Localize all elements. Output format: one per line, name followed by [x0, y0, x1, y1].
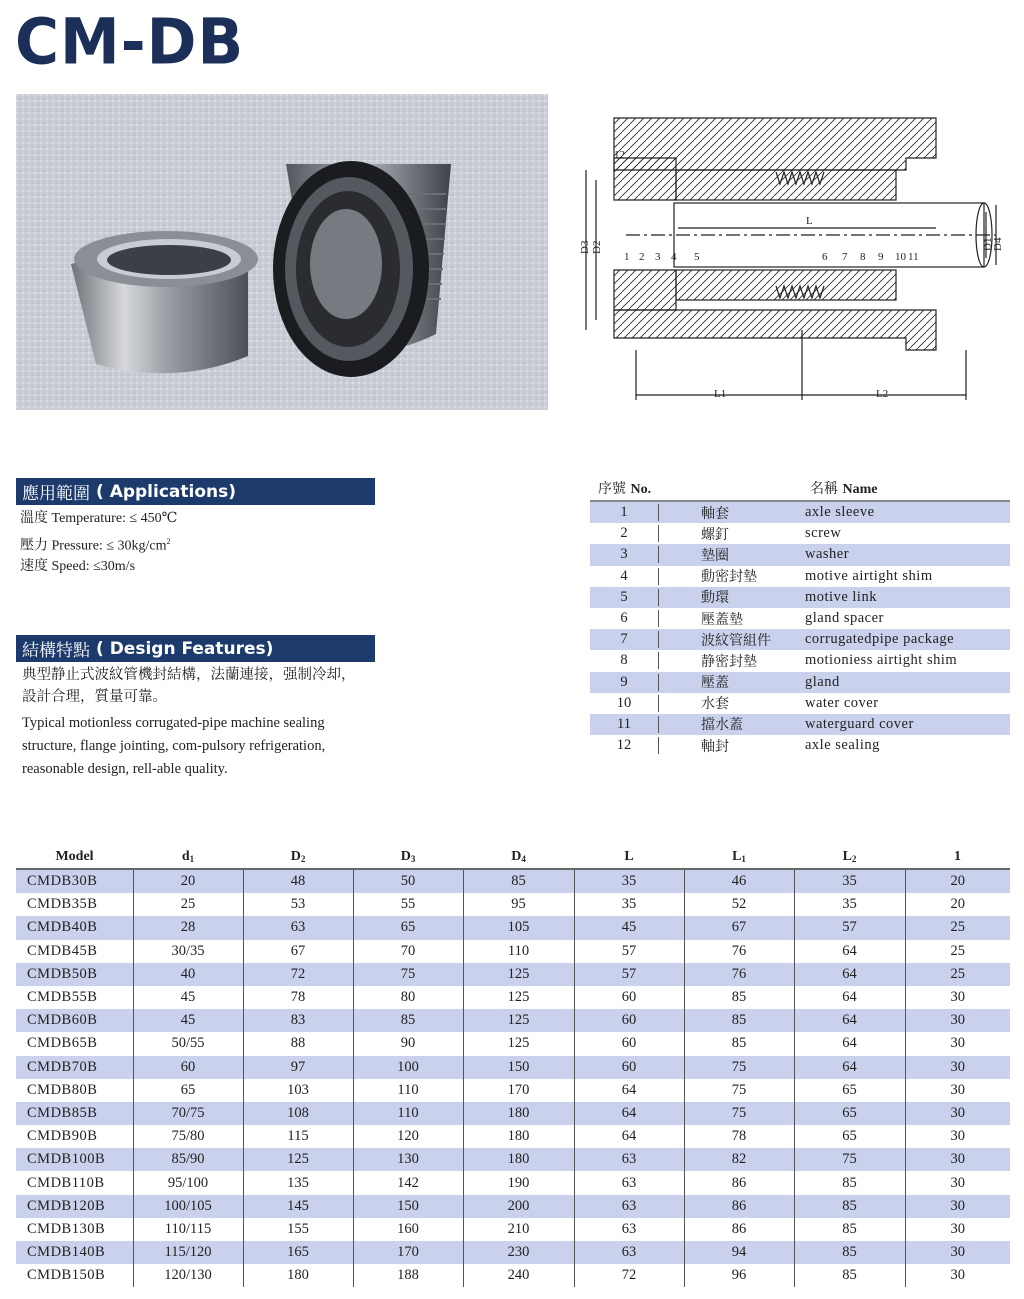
table-row: [16, 1009, 1010, 1032]
callout-7: 7: [842, 251, 848, 263]
applications-header: [16, 478, 375, 505]
dim-d3: D3: [579, 240, 591, 254]
parts-row: [590, 566, 1010, 587]
value-cell: 188: [353, 1264, 463, 1287]
value-cell: 64: [794, 963, 905, 986]
table-header-cell: $L_2$: [794, 845, 905, 869]
value-cell: 65: [794, 1079, 905, 1102]
parts-name-cn: 軸封: [701, 738, 729, 755]
table-header-cell: 1: [905, 845, 1010, 869]
value-cell: 95: [463, 893, 574, 916]
value-cell: 72: [243, 963, 353, 986]
model-cell: CMDB110B: [16, 1171, 133, 1194]
model-cell: CMDB100B: [16, 1148, 133, 1171]
value-cell: 70: [353, 940, 463, 963]
model-cell: CMDB35B: [16, 893, 133, 916]
value-cell: 46: [684, 869, 794, 893]
parts-name-cn: 動密封墊: [701, 569, 757, 586]
callout-5: 5: [694, 251, 700, 263]
value-cell: 78: [243, 986, 353, 1009]
value-cell: 45: [133, 1009, 243, 1032]
callout-12: 12: [614, 149, 625, 161]
value-cell: 85: [353, 1009, 463, 1032]
value-cell: 25: [905, 963, 1010, 986]
value-cell: 63: [574, 1148, 684, 1171]
table-row: [16, 1148, 1010, 1171]
value-cell: 63: [574, 1195, 684, 1218]
table-row: [16, 986, 1010, 1009]
value-cell: 85: [463, 869, 574, 893]
callout-10: 10: [895, 251, 906, 263]
callout-3: 3: [655, 251, 661, 263]
table-row: [16, 1032, 1010, 1055]
table-row: [16, 869, 1010, 893]
value-cell: 53: [243, 893, 353, 916]
value-cell: 35: [574, 869, 684, 893]
parts-list-header: 序號 No. 名稱 Name: [590, 476, 1010, 502]
table-row: [16, 1079, 1010, 1102]
parts-no: 11: [590, 716, 659, 733]
value-cell: 240: [463, 1264, 574, 1287]
table-row: [16, 1125, 1010, 1148]
value-cell: 63: [243, 916, 353, 939]
table-header-cell: Model: [16, 845, 133, 869]
page-title: CM-DB: [15, 6, 245, 80]
value-cell: 110/115: [133, 1218, 243, 1241]
value-cell: 70/75: [133, 1102, 243, 1125]
value-cell: 88: [243, 1032, 353, 1055]
table-row: [16, 1218, 1010, 1241]
parts-no: 1: [590, 504, 659, 521]
value-cell: 100: [353, 1056, 463, 1079]
value-cell: 170: [463, 1079, 574, 1102]
parts-row: [590, 735, 1010, 756]
table-row: [16, 1264, 1010, 1287]
value-cell: 64: [794, 1009, 905, 1032]
value-cell: 25: [950, 942, 965, 959]
model-cell: CMDB80B: [16, 1079, 133, 1102]
value-cell: 150: [463, 1056, 574, 1079]
parts-name-cn: 波紋管組件: [701, 632, 771, 649]
parts-name-en: screw: [805, 525, 842, 542]
value-cell: 64: [574, 1079, 684, 1102]
value-cell: 85: [684, 1032, 794, 1055]
parts-name-en: water cover: [805, 694, 879, 711]
value-cell: 85: [684, 986, 794, 1009]
value-cell: 67: [243, 940, 353, 963]
value-cell: 30: [950, 1081, 965, 1098]
value-cell: 86: [684, 1218, 794, 1241]
value-cell: 120: [353, 1125, 463, 1148]
value-cell: 85: [684, 1009, 794, 1032]
value-cell: 75/80: [133, 1125, 243, 1148]
parts-name-cn: 静密封墊: [701, 653, 757, 670]
parts-row: [590, 587, 1010, 608]
table-header-cell: $L_1$: [684, 845, 794, 869]
parts-row: [590, 693, 1010, 714]
parts-name-cn: 擋水蓋: [701, 717, 743, 734]
parts-list: [590, 476, 1010, 756]
model-cell: CMDB70B: [16, 1056, 133, 1079]
parts-no: 6: [590, 610, 659, 627]
table-row: [16, 1102, 1010, 1125]
value-cell: 30: [905, 1056, 1010, 1079]
dim-l1: L1: [714, 388, 727, 400]
value-cell: 65: [353, 916, 463, 939]
model-cell: CMDB60B: [16, 1009, 133, 1032]
model-dimension-table: [16, 845, 1010, 1287]
value-cell: 145: [243, 1195, 353, 1218]
value-cell: 45: [574, 916, 684, 939]
parts-row: [590, 714, 1010, 735]
value-cell: 60: [574, 1056, 684, 1079]
parts-no: 3: [590, 546, 659, 563]
value-cell: 64: [794, 940, 905, 963]
value-cell: 135: [243, 1171, 353, 1194]
value-cell: 80: [353, 986, 463, 1009]
value-cell: 82: [684, 1148, 794, 1171]
model-cell: CMDB150B: [16, 1264, 133, 1287]
value-cell: 67: [684, 916, 794, 939]
value-cell: 48: [243, 869, 353, 893]
value-cell: 55: [353, 893, 463, 916]
value-cell: 30: [950, 989, 965, 1006]
value-cell: 65: [794, 1125, 905, 1148]
model-cell: CMDB45B: [16, 940, 133, 963]
value-cell: 57: [574, 963, 684, 986]
parts-no: 2: [590, 525, 659, 542]
value-cell: 108: [243, 1102, 353, 1125]
model-cell: CMDB85B: [16, 1102, 133, 1125]
model-cell: CMDB40B: [16, 916, 133, 939]
application-speed: 速度 Speed: ≤30m/s: [20, 558, 136, 574]
value-cell: 120/130: [133, 1264, 243, 1287]
value-cell: 52: [684, 893, 794, 916]
table-row: [16, 1195, 1010, 1218]
value-cell: 30: [950, 1035, 965, 1052]
value-cell: 30: [905, 1195, 1010, 1218]
value-cell: 170: [353, 1241, 463, 1264]
parts-name-cn: 壓蓋: [701, 675, 729, 692]
table-row: [16, 963, 1010, 986]
callout-2: 2: [639, 251, 645, 263]
value-cell: 25: [133, 893, 243, 916]
value-cell: 60: [574, 1009, 684, 1032]
value-cell: 20: [133, 869, 243, 893]
design-title-cn: 結構特點: [22, 641, 90, 661]
dim-d1: D1: [982, 237, 994, 251]
parts-row: [590, 523, 1010, 544]
value-cell: 45: [133, 986, 243, 1009]
value-cell: 64: [794, 1032, 905, 1055]
parts-name-en: motioniess airtight shim: [805, 652, 958, 669]
value-cell: 28: [133, 916, 243, 939]
parts-row: [590, 544, 1010, 565]
table-row: [16, 1171, 1010, 1194]
value-cell: 85: [794, 1264, 905, 1287]
value-cell: 95/100: [133, 1171, 243, 1194]
table-header-cell: $D_2$: [243, 845, 353, 869]
design-text-cn: 典型静止式波紋管機封結構，法蘭連接，强制冷却，設計合理，質量可靠。: [22, 667, 356, 705]
value-cell: 85: [794, 1195, 905, 1218]
table-row: [16, 940, 1010, 963]
value-cell: 130: [353, 1148, 463, 1171]
value-cell: 75: [353, 963, 463, 986]
value-cell: 90: [353, 1032, 463, 1055]
value-cell: 115: [243, 1125, 353, 1148]
parts-name-cn: 水套: [701, 696, 729, 713]
parts-row: [590, 672, 1010, 693]
value-cell: 75: [684, 1079, 794, 1102]
parts-name-en: gland spacer: [805, 610, 884, 627]
parts-no: 5: [590, 589, 659, 606]
value-cell: 190: [463, 1171, 574, 1194]
value-cell: 142: [353, 1171, 463, 1194]
value-cell: 76: [684, 940, 794, 963]
table-row: [16, 1056, 1010, 1079]
value-cell: 86: [684, 1195, 794, 1218]
value-cell: 230: [463, 1241, 574, 1264]
value-cell: 180: [463, 1125, 574, 1148]
value-cell: 110: [463, 940, 574, 963]
model-cell: CMDB50B: [16, 963, 133, 986]
value-cell: 63: [574, 1218, 684, 1241]
design-text-en: Typical motionless corrugated-pipe machine sealing structure, flange jointing, com-pulsory refrigeration, reasonable design, rell-able quality.: [22, 715, 326, 777]
parts-no: 9: [590, 674, 659, 691]
value-cell: 63: [574, 1241, 684, 1264]
value-cell: 155: [243, 1218, 353, 1241]
value-cell: 60: [574, 1032, 684, 1055]
model-cell: CMDB140B: [16, 1241, 133, 1264]
dim-l2: L2: [876, 388, 889, 400]
value-cell: 165: [243, 1241, 353, 1264]
table-header-cell: $D_3$: [353, 845, 463, 869]
value-cell: 125: [463, 1009, 574, 1032]
value-cell: 30: [905, 1241, 1010, 1264]
value-cell: 50: [353, 869, 463, 893]
parts-name-en: motive airtight shim: [805, 567, 933, 584]
value-cell: 65: [133, 1079, 243, 1102]
model-cell: CMDB90B: [16, 1125, 133, 1148]
parts-no: 7: [590, 631, 659, 648]
value-cell: 180: [463, 1148, 574, 1171]
model-cell: CMDB65B: [16, 1032, 133, 1055]
applications-title-en: ( Applications): [96, 481, 237, 502]
value-cell: 35: [574, 893, 684, 916]
value-cell: 64: [794, 1056, 905, 1079]
value-cell: 64: [794, 986, 905, 1009]
parts-row: [590, 608, 1010, 629]
value-cell: 20: [950, 896, 965, 913]
model-cell: CMDB55B: [16, 986, 133, 1009]
value-cell: 200: [463, 1195, 574, 1218]
parts-name-cn: 壓蓋墊: [701, 611, 743, 628]
parts-name-cn: 墊圈: [701, 547, 729, 564]
parts-name-en: axle sleeve: [805, 504, 875, 521]
applications-title-cn: 應用範圍: [22, 484, 90, 504]
value-cell: 30/35: [133, 940, 243, 963]
value-cell: 35: [794, 893, 905, 916]
table-row: [16, 893, 1010, 916]
cross-section-drawing: [566, 100, 1006, 412]
callout-11: 11: [908, 251, 919, 263]
parts-name-en: motive link: [805, 588, 877, 605]
value-cell: 83: [243, 1009, 353, 1032]
value-cell: 86: [684, 1171, 794, 1194]
value-cell: 180: [243, 1264, 353, 1287]
value-cell: 63: [574, 1171, 684, 1194]
value-cell: 85: [794, 1171, 905, 1194]
table-row: [16, 916, 1010, 939]
parts-name-cn: 動環: [701, 590, 729, 607]
callout-8: 8: [860, 251, 866, 263]
dim-d4: D4: [992, 237, 1004, 251]
value-cell: 57: [574, 940, 684, 963]
value-cell: 110: [353, 1102, 463, 1125]
value-cell: 103: [243, 1079, 353, 1102]
value-cell: 25: [905, 916, 1010, 939]
parts-name-en: corrugatedpipe package: [805, 631, 955, 648]
value-cell: 125: [463, 986, 574, 1009]
value-cell: 97: [243, 1056, 353, 1079]
callout-6: 6: [822, 251, 828, 263]
parts-name-en: gland: [805, 673, 840, 690]
value-cell: 75: [684, 1056, 794, 1079]
parts-row: [590, 650, 1010, 671]
value-cell: 75: [794, 1148, 905, 1171]
model-cell: CMDB120B: [16, 1195, 133, 1218]
parts-name-cn: 軸套: [701, 505, 729, 522]
value-cell: 76: [684, 963, 794, 986]
parts-row: [590, 629, 1010, 650]
value-cell: 78: [684, 1125, 794, 1148]
value-cell: 85: [794, 1218, 905, 1241]
value-cell: 85: [794, 1241, 905, 1264]
value-cell: 35: [794, 869, 905, 893]
parts-no: 8: [590, 652, 659, 669]
value-cell: 105: [463, 916, 574, 939]
dim-l: L: [806, 215, 813, 227]
parts-row: [590, 502, 1010, 523]
application-temperature: 溫度 Temperature: ≤ 450℃: [20, 510, 178, 526]
value-cell: 30: [950, 1267, 965, 1284]
value-cell: 180: [463, 1102, 574, 1125]
value-cell: 75: [684, 1102, 794, 1125]
table-header-cell: L: [574, 845, 684, 869]
value-cell: 30: [905, 1148, 1010, 1171]
value-cell: 50/55: [133, 1032, 243, 1055]
value-cell: 30: [905, 1009, 1010, 1032]
parts-no: 4: [590, 568, 659, 585]
value-cell: 64: [574, 1102, 684, 1125]
value-cell: 125: [243, 1148, 353, 1171]
value-cell: 96: [684, 1264, 794, 1287]
design-title-en: ( Design Features): [96, 638, 274, 659]
table-header-cell: $D_4$: [463, 845, 574, 869]
parts-name-en: waterguard cover: [805, 715, 914, 732]
callout-1: 1: [624, 251, 630, 263]
parts-no: 12: [590, 737, 659, 754]
dim-d2: D2: [591, 240, 603, 254]
value-cell: 125: [463, 963, 574, 986]
value-cell: 160: [353, 1218, 463, 1241]
parts-name-en: axle sealing: [805, 737, 880, 754]
value-cell: 20: [905, 869, 1010, 893]
parts-name-en: washer: [805, 546, 850, 563]
table-header-cell: $d_1$: [133, 845, 243, 869]
value-cell: 115/120: [133, 1241, 243, 1264]
value-cell: 125: [463, 1032, 574, 1055]
callout-9: 9: [878, 251, 884, 263]
value-cell: 110: [353, 1079, 463, 1102]
value-cell: 30: [950, 1174, 965, 1191]
value-cell: 150: [353, 1195, 463, 1218]
value-cell: 60: [133, 1056, 243, 1079]
value-cell: 65: [794, 1102, 905, 1125]
value-cell: 30: [905, 1102, 1010, 1125]
model-cell: CMDB30B: [16, 869, 133, 893]
parts-no: 10: [590, 695, 659, 712]
value-cell: 40: [133, 963, 243, 986]
callout-4: 4: [671, 251, 677, 263]
table-row: [16, 1241, 1010, 1264]
parts-name-cn: 螺釘: [701, 526, 729, 543]
application-pressure: 壓力 Pressure: ≤ $30kg/cm^2$: [20, 537, 171, 554]
value-cell: 60: [574, 986, 684, 1009]
value-cell: 30: [950, 1128, 965, 1145]
product-photo: [16, 94, 548, 410]
value-cell: 100/105: [133, 1195, 243, 1218]
value-cell: 94: [684, 1241, 794, 1264]
model-cell: CMDB130B: [16, 1218, 133, 1241]
design-features-header: [16, 635, 375, 662]
value-cell: 30: [950, 1220, 965, 1237]
value-cell: 85/90: [133, 1148, 243, 1171]
value-cell: 210: [463, 1218, 574, 1241]
value-cell: 72: [574, 1264, 684, 1287]
value-cell: 57: [794, 916, 905, 939]
value-cell: 64: [574, 1125, 684, 1148]
